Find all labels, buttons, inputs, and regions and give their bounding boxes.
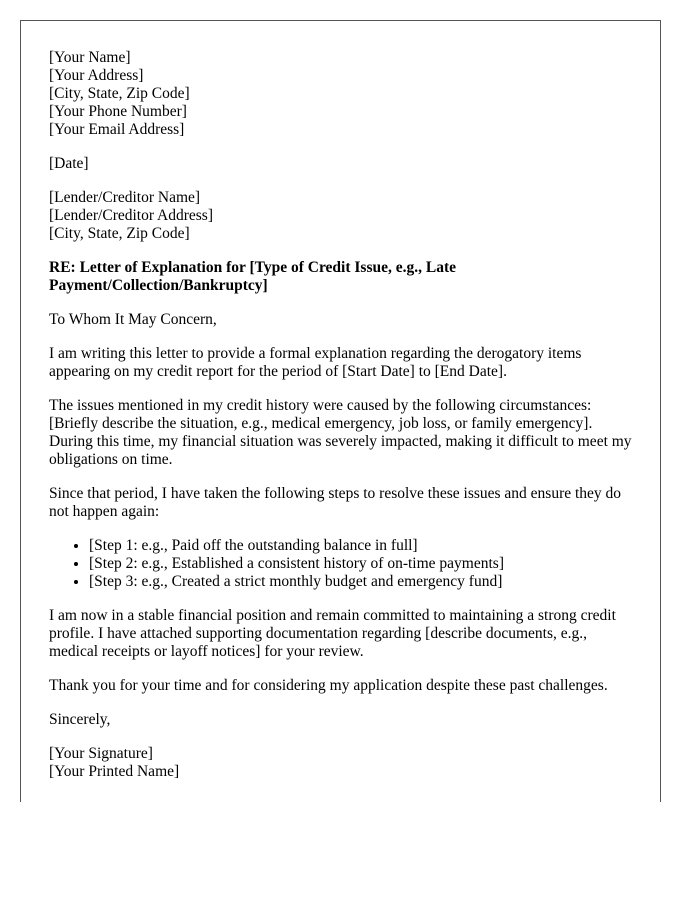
- sender-block: [49, 49, 637, 139]
- thank-you-paragraph: Thank you for your time and for considering my application despite these past challenges.: [49, 677, 608, 694]
- letter-body: [49, 49, 637, 797]
- recipient-city-state-zip: [City, State, Zip Code]: [49, 225, 190, 242]
- signature-line: [Your Signature]: [49, 745, 153, 762]
- printed-name: [Your Printed Name]: [49, 763, 180, 780]
- sender-email: [Your Email Address]: [49, 121, 185, 138]
- step-item: • [Step 1: e.g., Paid off the outstanding balance in full]: [89, 537, 637, 555]
- recipient-address: [Lender/Creditor Address]: [49, 207, 213, 224]
- sender-name: [Your Name]: [49, 49, 131, 66]
- steps-list: [49, 537, 637, 591]
- valediction: Sincerely,: [49, 711, 111, 728]
- date-block: [49, 155, 637, 173]
- signature-block: [49, 745, 637, 781]
- recipient-name: [Lender/Creditor Name]: [49, 189, 201, 206]
- letter-date: [Date]: [49, 155, 89, 172]
- step-item: • [Step 2: e.g., Established a consistent history of on-time payments]: [89, 555, 637, 573]
- stable-position-paragraph: I am now in a stable financial position and remain committed to maintaining a strong credit profile. I have attached supporting documentation regarding [describe documents, e.g., medical receipts or layoff notices] for your review.: [49, 607, 616, 660]
- letter-page: [20, 20, 661, 802]
- salutation: To Whom It May Concern,: [49, 311, 217, 328]
- step-item: • [Step 3: e.g., Created a strict monthly budget and emergency fund]: [89, 573, 637, 591]
- recipient-block: [49, 189, 637, 243]
- steps-intro-paragraph: Since that period, I have taken the following steps to resolve these issues and ensure they do not happen again:: [49, 485, 622, 520]
- circumstances-paragraph: The issues mentioned in my credit history were caused by the following circumstances: [Briefly describe the situation, e.g., medical emergency, job loss, or family emergency]. During this time, my financial situation was severely impacted, making it difficult to meet my obligations on time.: [49, 397, 632, 468]
- sender-phone: [Your Phone Number]: [49, 103, 187, 120]
- sender-address: [Your Address]: [49, 67, 144, 84]
- intro-paragraph: I am writing this letter to provide a formal explanation regarding the derogatory items appearing on my credit report for the period of [Start Date] to [End Date].: [49, 345, 582, 380]
- subject-line: RE: Letter of Explanation for [Type of Credit Issue, e.g., Late Payment/Collection/Bankruptcy]: [49, 259, 456, 294]
- sender-city-state-zip: [City, State, Zip Code]: [49, 85, 190, 102]
